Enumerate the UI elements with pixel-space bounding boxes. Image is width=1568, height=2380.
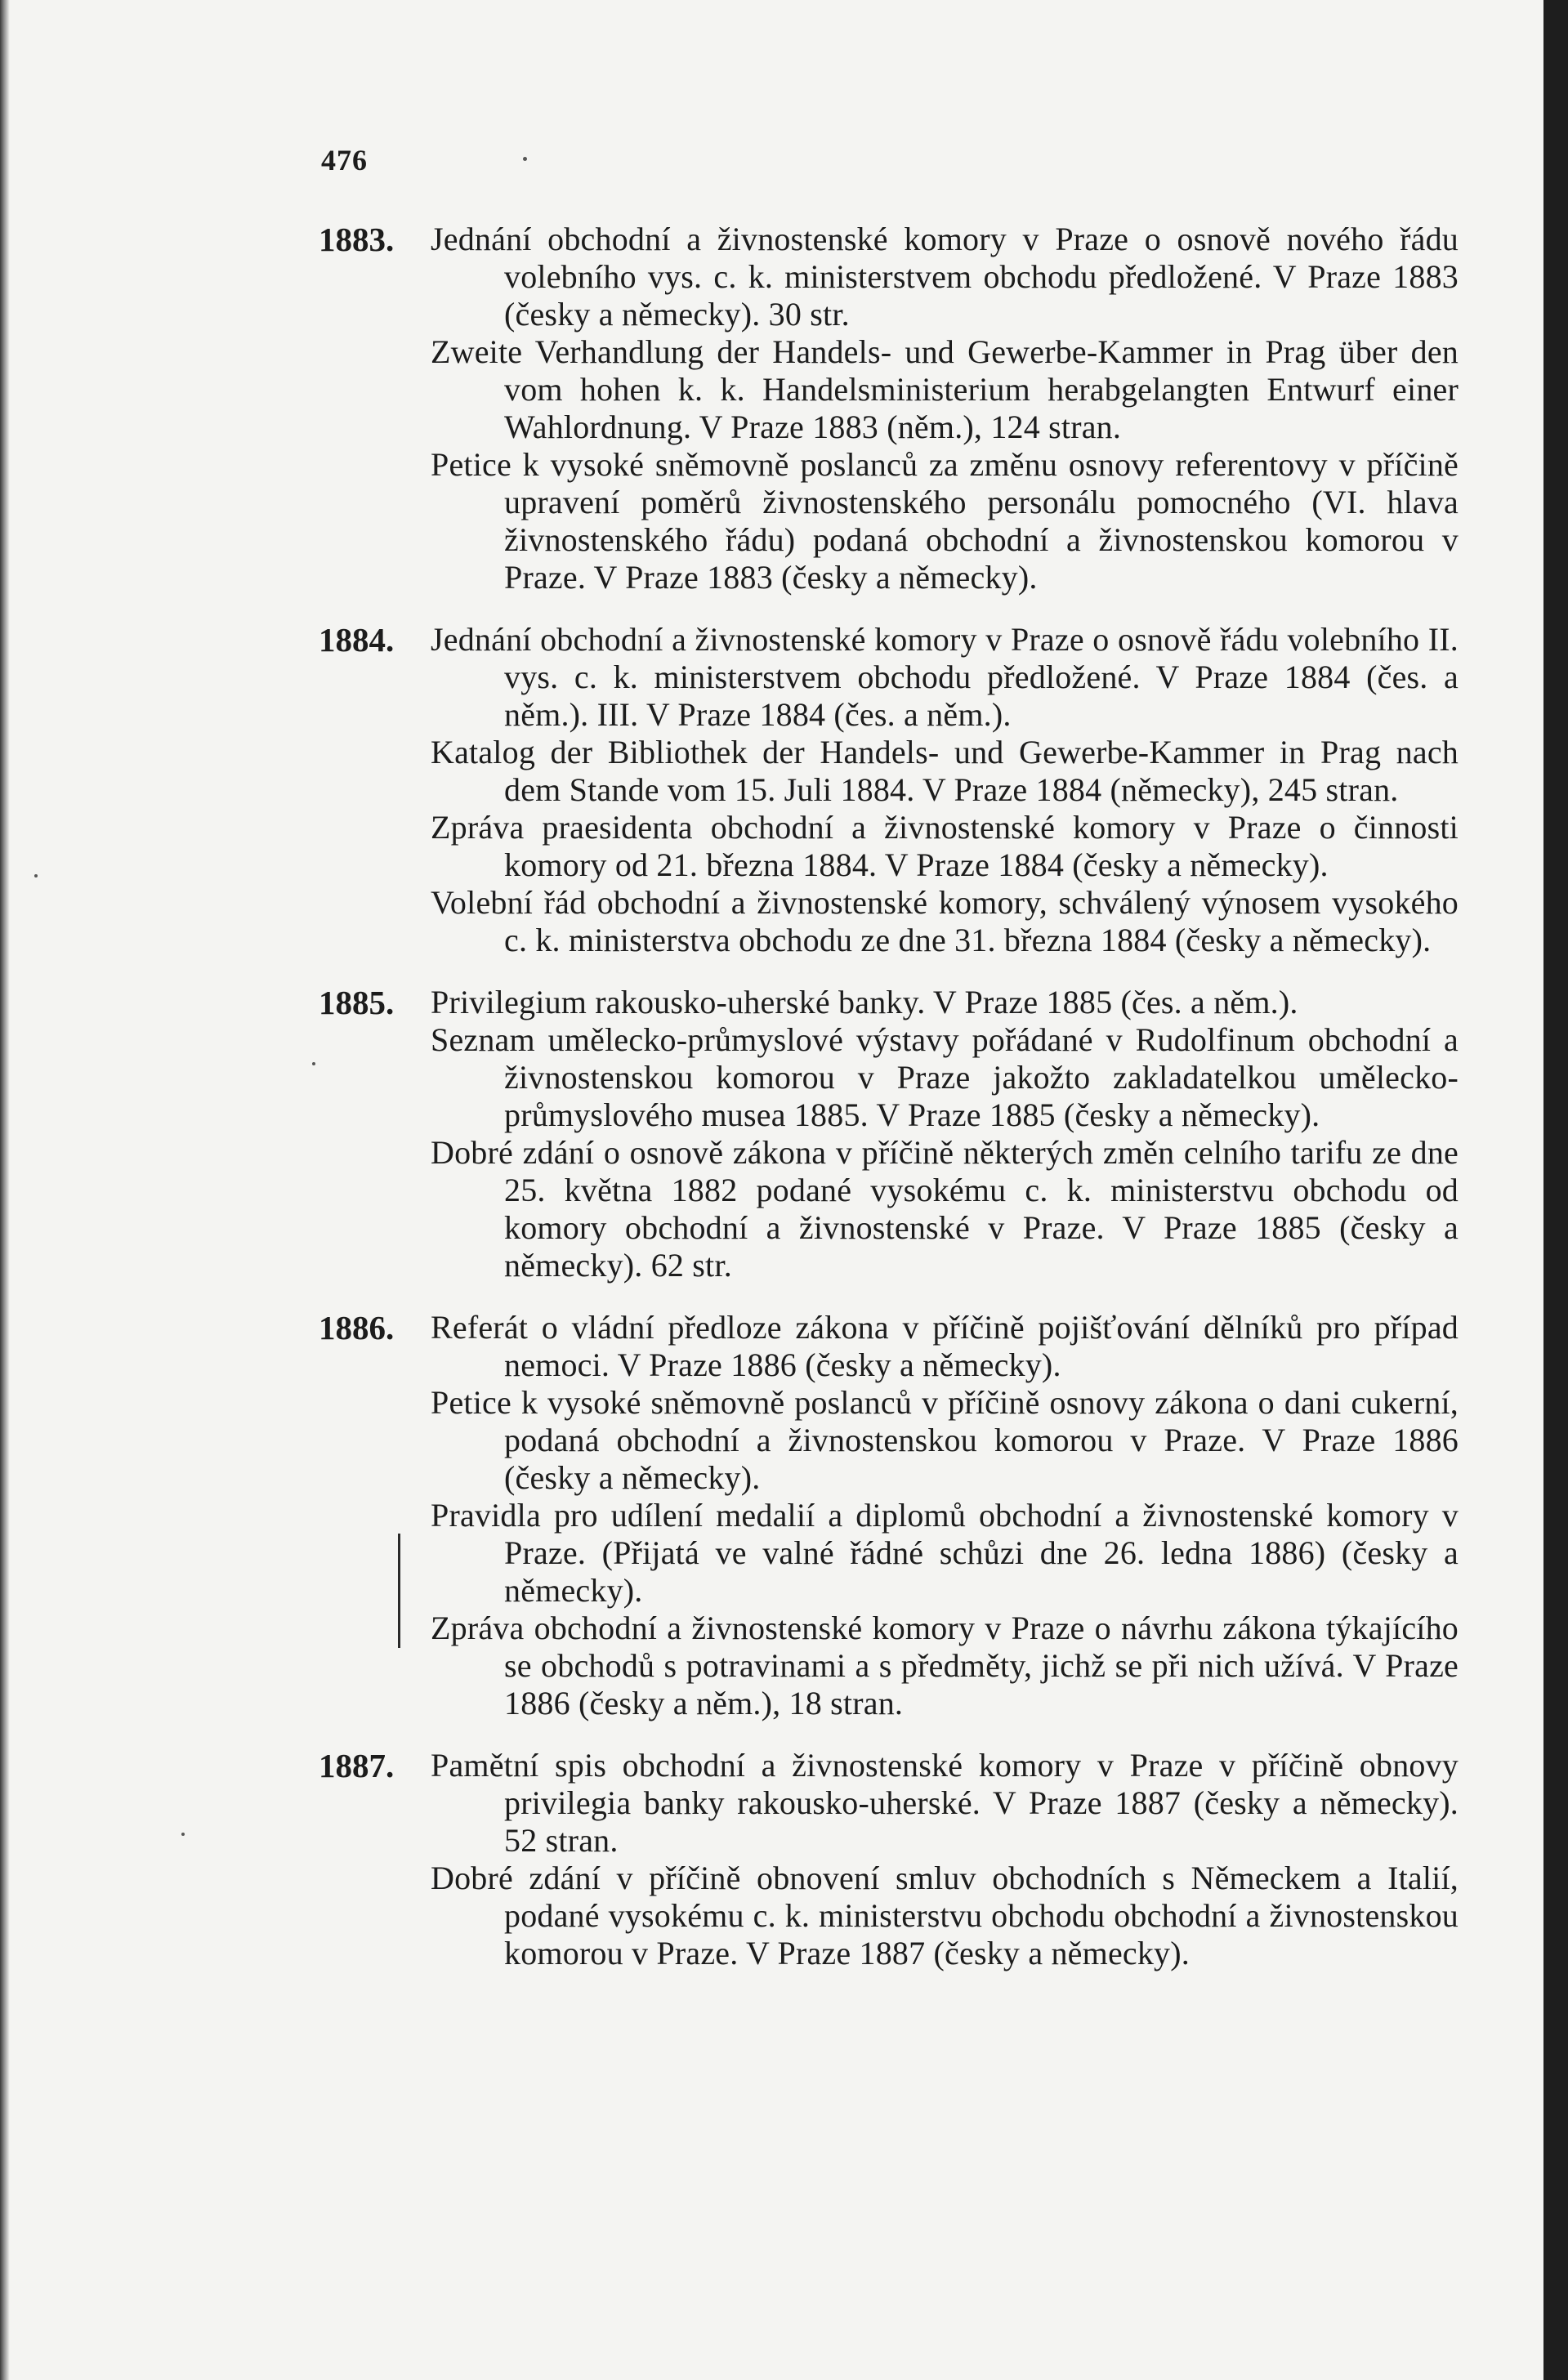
entry-list <box>431 221 1459 596</box>
year-block-1886 <box>319 1309 1459 1722</box>
bibliography-entry: Volební řád obchodní a živnostenské komory, schválený výnosem vysokého c. k. ministerstva obchodu ze dne 31. března 1884 (česky a německy). <box>431 884 1459 958</box>
page-binding-shadow <box>0 0 10 2380</box>
page-edge-dark <box>1543 0 1568 2380</box>
entry-list <box>431 621 1459 959</box>
print-speck <box>312 1062 315 1065</box>
bibliography-entry: Dobré zdání v příčině obnovení smluv obchodních s Německem a Italií, podané vysokému c. k. ministerstvu obchodu obchodní a živnostenskou komorou v Praze. V Praze 1887 (česky a německy). <box>431 1860 1459 1971</box>
year-block-1885 <box>319 984 1459 1284</box>
bibliography-entry: Dobré zdání o osnově zákona v příčině některých změn celního tarifu ze dne 25. května 1882 podané vysokému c. k. ministerstvu obchodu od komory obchodní a živnostenské v Praze. V Praze 1885 (česky a německy). 62 str. <box>431 1134 1459 1284</box>
year-label: 1883. <box>319 221 395 258</box>
entry-list <box>431 984 1459 1284</box>
bibliography-entry: Zweite Verhandlung der Handels- und Gewerbe-Kammer in Prag über den vom hohen k. k. Handelsministerium herabgelangten Entwurf einer Wahlordnung. V Praze 1883 (něm.), 124 stran. <box>431 333 1459 445</box>
bibliography-entry: Pamětní spis obchodní a živnostenské komory v Praze v příčině obnovy privilegia banky rakousko-uherské. V Praze 1887 (česky a německy). 52 stran. <box>431 1747 1459 1859</box>
bibliography-entry: Pravidla pro udílení medalií a diplomů obchodní a živnostenské komory v Praze. (Přijatá ve valné řádné schůzi dne 26. ledna 1886) (česky a německy). <box>431 1497 1459 1609</box>
bibliography-entry: Petice k vysoké sněmovně poslanců za změnu osnovy referentovy v příčině upravení poměrů živnostenského personálu pomocného (VI. hlava živnostenského řádu) podaná obchodní a živnostenskou komorou v Praze. V Praze 1883 (česky a německy). <box>431 446 1459 596</box>
year-block-1883 <box>319 221 1459 596</box>
bibliography-entry: Zpráva praesidenta obchodní a živnostenské komory v Praze o činnosti komory od 21. března 1884. V Praze 1884 (česky a německy). <box>431 809 1459 883</box>
year-label: 1887. <box>319 1747 395 1784</box>
year-label: 1885. <box>319 984 395 1021</box>
year-label: 1884. <box>319 621 395 659</box>
bibliography-entry: Jednání obchodní a živnostenské komory v Praze o osnově nového řádu volebního vys. c. k. ministerstvem obchodu předložené. V Praze 1883 (česky a německy). 30 str. <box>431 221 1459 333</box>
bibliography-list <box>319 221 1459 1997</box>
year-block-1884 <box>319 621 1459 959</box>
entry-list <box>431 1309 1459 1722</box>
bibliography-entry: Jednání obchodní a živnostenské komory v Praze o osnově řádu volebního II. vys. c. k. ministerstvem obchodu předložené. V Praze 1884 (čes. a něm.). III. V Praze 1884 (čes. a něm.). <box>431 621 1459 733</box>
bibliography-entry: Seznam umělecko-průmyslové výstavy pořádané v Rudolfinum obchodní a živnostenskou komorou v Praze jakožto zakladatelkou umělecko-průmyslového musea 1885. V Praze 1885 (česky a německy). <box>431 1021 1459 1133</box>
margin-mark <box>398 1534 400 1648</box>
year-block-1887 <box>319 1747 1459 1972</box>
bibliography-entry: Zpráva obchodní a živnostenské komory v Praze o návrhu zákona týkajícího se obchodů s potravinami a s předměty, jichž se při nich užívá. V Praze 1886 (česky a něm.), 18 stran. <box>431 1610 1459 1721</box>
print-speck <box>34 874 38 877</box>
page-number: 476 <box>321 144 368 176</box>
bibliography-entry: Katalog der Bibliothek der Handels- und Gewerbe-Kammer in Prag nach dem Stande vom 15. Juli 1884. V Praze 1884 (německy), 245 stran. <box>431 734 1459 808</box>
bibliography-entry: Petice k vysoké sněmovně poslanců v příčině osnovy zákona o dani cukerní, podaná obchodní a živnostenskou komorou v Praze. V Praze 1886 (česky a německy). <box>431 1384 1459 1496</box>
entry-list <box>431 1747 1459 1972</box>
bibliography-entry: Referát o vládní předloze zákona v příčině pojišťování dělníků pro případ nemoci. V Praze 1886 (česky a německy). <box>431 1309 1459 1383</box>
year-label: 1886. <box>319 1309 395 1346</box>
print-speck <box>181 1833 185 1836</box>
bibliography-entry: Privilegium rakousko-uherské banky. V Praze 1885 (čes. a něm.). <box>431 984 1298 1020</box>
print-speck <box>523 157 527 161</box>
